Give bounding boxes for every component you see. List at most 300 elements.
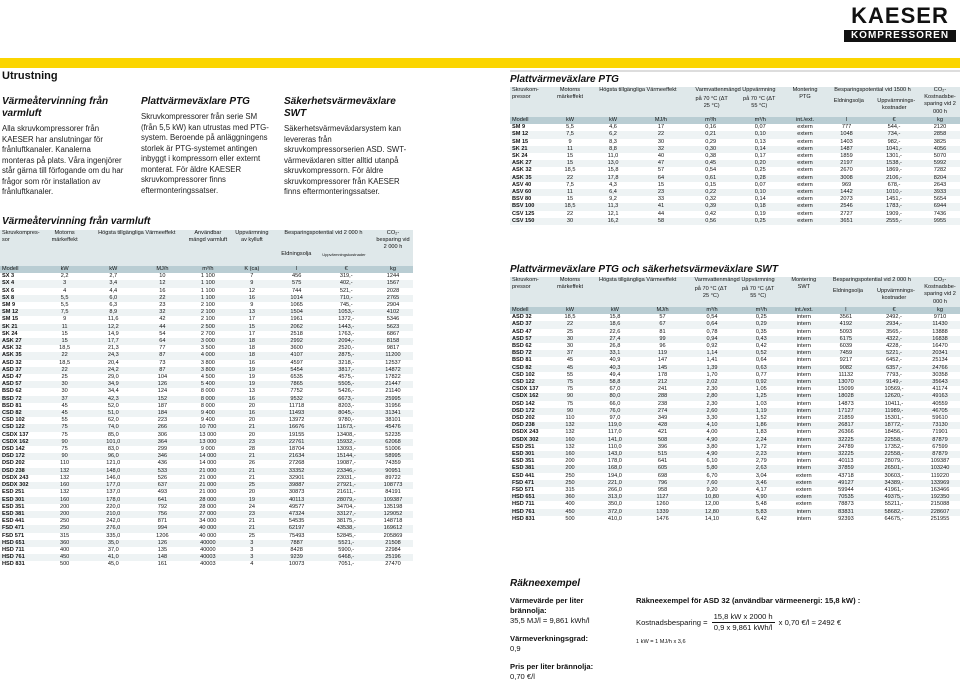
- value-cell: 25: [230, 482, 274, 489]
- table-row: [0, 345, 413, 352]
- table-row: [0, 446, 413, 453]
- value-cell: 3,4: [88, 280, 139, 287]
- value-cell: 15: [42, 331, 88, 338]
- value-cell: 40000: [186, 540, 230, 547]
- value-cell: intern: [784, 365, 824, 372]
- value-cell: 6452,-: [868, 357, 920, 364]
- value-cell: 30: [550, 336, 590, 343]
- value-cell: 21: [230, 475, 274, 482]
- value-cell: 49127: [824, 480, 868, 487]
- value-cell: 47: [636, 160, 686, 167]
- table-row: [0, 396, 413, 403]
- value-cell: 238: [640, 401, 686, 408]
- value-cell: 1127: [640, 494, 686, 501]
- model-cell: ASD 47: [0, 374, 42, 381]
- value-cell: 2727: [825, 211, 868, 218]
- table-row: [0, 309, 413, 316]
- value-cell: 44: [636, 211, 686, 218]
- value-cell: 21859: [824, 415, 868, 422]
- value-cell: 212: [640, 379, 686, 386]
- value-cell: intern: [784, 393, 824, 400]
- value-cell: 6,0: [88, 295, 139, 302]
- t1-head-heat: Högsta tillgängliga Värmeeffekt: [88, 230, 186, 266]
- model-cell: CSD 82: [0, 410, 42, 417]
- example-formula-title: Räkneexempel för ASD 32 (användbar värmeenergi: 15,8 kW) :: [636, 596, 861, 605]
- table-row: [0, 381, 413, 388]
- value-cell: 15: [550, 153, 590, 160]
- value-cell: 1010,-: [868, 189, 920, 196]
- t3-units-row: [510, 307, 960, 314]
- table-row: [510, 429, 960, 436]
- table-row: [510, 393, 960, 400]
- t2-head-model: Skruvkom-pressor: [510, 87, 550, 117]
- value-cell: 132: [550, 422, 590, 429]
- value-cell: 251955: [920, 516, 960, 523]
- value-cell: 13888: [920, 329, 960, 336]
- value-cell: 0,10: [735, 189, 785, 196]
- model-cell: HSD 761: [0, 554, 42, 561]
- model-cell: DSD 142: [510, 401, 550, 408]
- value-cell: 45: [550, 365, 590, 372]
- value-cell: 75: [42, 432, 88, 439]
- table-row: [0, 352, 413, 359]
- value-cell: 2643: [920, 182, 960, 189]
- value-cell: 1,14: [685, 350, 738, 357]
- value-cell: 22761: [274, 439, 320, 446]
- value-cell: extern: [785, 139, 825, 146]
- value-cell: 777: [825, 124, 868, 131]
- value-cell: 16: [139, 288, 186, 295]
- table-row: [0, 273, 413, 280]
- value-cell: extern: [784, 480, 824, 487]
- table-row: [0, 511, 413, 518]
- table-row: [0, 417, 413, 424]
- value-cell: 605: [640, 465, 686, 472]
- t3-head-water: Varmvattenmängd Uppvärmning: [694, 277, 775, 283]
- value-cell: 526: [139, 475, 186, 482]
- value-cell: 119: [640, 350, 686, 357]
- value-cell: 0,56: [686, 218, 736, 225]
- value-cell: 9,20: [685, 487, 738, 494]
- table-row: [510, 473, 960, 480]
- value-cell: 22: [550, 175, 590, 182]
- value-cell: 67599: [920, 444, 960, 451]
- model-cell: CSD 82: [510, 365, 550, 372]
- value-cell: 132: [550, 429, 590, 436]
- value-cell: 7282: [920, 167, 960, 174]
- value-cell: 70535: [824, 494, 868, 501]
- value-cell: 67,0: [590, 386, 640, 393]
- model-cell: DSD 172: [510, 408, 550, 415]
- t3-head-water-group: [685, 277, 784, 307]
- model-cell: ESD 351: [0, 504, 42, 511]
- value-cell: 43538,-: [319, 525, 373, 532]
- value-cell: 346: [139, 453, 186, 460]
- value-cell: 121,0: [88, 460, 139, 467]
- model-cell: CSV 150: [510, 218, 550, 225]
- value-cell: 4322,-: [868, 336, 920, 343]
- table-row: [0, 453, 413, 460]
- value-cell: 3: [230, 547, 274, 554]
- value-cell: 15: [550, 196, 590, 203]
- value-cell: 45476: [373, 424, 413, 431]
- table-row: [510, 329, 960, 336]
- value-cell: 2028: [373, 288, 413, 295]
- value-cell: 288: [640, 393, 686, 400]
- value-cell: 1783,-: [868, 203, 920, 210]
- model-cell: HSD 651: [510, 494, 550, 501]
- value-cell: 15144,-: [319, 453, 373, 460]
- value-cell: 18,5: [42, 360, 88, 367]
- value-cell: 200: [42, 504, 88, 511]
- table-row: [0, 302, 413, 309]
- value-cell: 90: [550, 393, 590, 400]
- value-cell: 97,0: [590, 415, 640, 422]
- value-cell: intern: [784, 458, 824, 465]
- value-cell: 744: [274, 288, 320, 295]
- model-cell: ESD 351: [510, 458, 550, 465]
- value-cell: 7: [230, 273, 274, 280]
- value-cell: 19: [230, 367, 274, 374]
- block-varmluft: [2, 96, 124, 198]
- value-cell: 99: [640, 336, 686, 343]
- value-cell: 40000: [186, 547, 230, 554]
- value-cell: 104: [139, 374, 186, 381]
- value-cell: intern: [784, 343, 824, 350]
- value-cell: extern: [785, 146, 825, 153]
- value-cell: 20,4: [88, 360, 139, 367]
- value-cell: 5,5: [550, 124, 590, 131]
- value-cell: 0,25: [735, 218, 785, 225]
- value-cell: intern: [784, 350, 824, 357]
- value-cell: 62068: [373, 439, 413, 446]
- value-cell: 54: [139, 331, 186, 338]
- model-cell: ESD 251: [0, 489, 42, 496]
- value-cell: 41: [636, 203, 686, 210]
- t1-head-uppv: Uppvärmningskostnader: [322, 252, 366, 258]
- value-cell: 132: [42, 489, 88, 496]
- value-cell: 55: [550, 372, 590, 379]
- value-cell: 5,83: [739, 509, 784, 516]
- value-cell: 27470: [373, 561, 413, 568]
- value-cell: 4: [42, 288, 88, 295]
- value-cell: 3651: [825, 218, 868, 225]
- value-cell: 508: [640, 437, 686, 444]
- value-cell: 148718: [373, 518, 413, 525]
- value-cell: 11200: [373, 352, 413, 359]
- t1-unit-5: K (ca): [230, 266, 274, 273]
- table-row: [0, 533, 413, 540]
- value-cell: 250: [42, 518, 88, 525]
- value-cell: 152: [139, 396, 186, 403]
- model-cell: HSD 831: [510, 516, 550, 523]
- value-cell: 4597: [274, 360, 320, 367]
- value-cell: 994: [139, 525, 186, 532]
- value-cell: 2858: [920, 131, 960, 138]
- value-cell: 17: [230, 316, 274, 323]
- t1-unit-1: kW: [42, 266, 88, 273]
- model-cell: ESD 251: [510, 444, 550, 451]
- t3-head-save-b: Uppvärmnings-kostnader: [876, 288, 915, 302]
- value-cell: 2492,-: [868, 314, 920, 321]
- value-cell: 319,-: [319, 273, 373, 280]
- model-cell: ESD 441: [0, 518, 42, 525]
- t2-units-row: [510, 117, 960, 124]
- value-cell: 57: [640, 314, 686, 321]
- value-cell: 17822: [373, 374, 413, 381]
- model-cell: BSV 80: [510, 196, 550, 203]
- example-inputs: [510, 596, 620, 682]
- t1-head-motor: Motorns märkeffekt: [42, 230, 88, 266]
- value-cell: 276,0: [88, 525, 139, 532]
- value-cell: 4,4: [88, 288, 139, 295]
- value-cell: 8,8: [590, 146, 636, 153]
- value-cell: 148,0: [88, 468, 139, 475]
- value-cell: 16: [230, 396, 274, 403]
- model-cell: SX 8: [0, 295, 42, 302]
- t2-unit-2: kW: [590, 117, 636, 124]
- model-cell: CSDX 162: [0, 439, 42, 446]
- value-cell: 44: [139, 324, 186, 331]
- value-cell: 428: [640, 422, 686, 429]
- model-cell: ESD 301: [0, 497, 42, 504]
- value-cell: 30: [550, 218, 590, 225]
- value-cell: intern: [784, 336, 824, 343]
- value-cell: extern: [785, 124, 825, 131]
- model-cell: ESD 441: [510, 473, 550, 480]
- table-row: [0, 331, 413, 338]
- t3-head-save-a: Eldningsolja: [832, 288, 863, 295]
- value-cell: 96,0: [88, 453, 139, 460]
- value-cell: 7,5: [550, 182, 590, 189]
- value-cell: 9082: [824, 365, 868, 372]
- value-cell: 4,90: [685, 437, 738, 444]
- model-cell: SK 24: [510, 153, 550, 160]
- model-cell: BSD 62: [0, 388, 42, 395]
- value-cell: 30873: [274, 489, 320, 496]
- example-label-heat: Värmevärde per liter brännolja:: [510, 596, 584, 615]
- example-value-eff: 0,9: [510, 644, 521, 653]
- value-cell: 315: [42, 533, 88, 540]
- table-row: [510, 153, 960, 160]
- value-cell: 2,79: [739, 458, 784, 465]
- model-cell: ASD 37: [510, 321, 550, 328]
- t3-unit-0: Modell: [510, 307, 550, 314]
- value-cell: 133969: [920, 480, 960, 487]
- value-cell: 10 700: [186, 424, 230, 431]
- value-cell: 14873: [824, 401, 868, 408]
- value-cell: 17127: [824, 408, 868, 415]
- value-cell: 137,0: [88, 489, 139, 496]
- yellow-rule-top: [0, 58, 960, 68]
- t1-unit-3: MJ/h: [139, 266, 186, 273]
- value-cell: 2062: [274, 324, 320, 331]
- t2-head-mount: Montering PTG: [785, 87, 825, 117]
- value-cell: 41961,-: [868, 487, 920, 494]
- value-cell: 1372,-: [319, 316, 373, 323]
- table-row: [0, 439, 413, 446]
- value-cell: 132: [42, 468, 88, 475]
- value-cell: 515: [640, 451, 686, 458]
- value-cell: 1567: [373, 280, 413, 287]
- value-cell: 0,21: [686, 131, 736, 138]
- value-cell: 64: [139, 338, 186, 345]
- value-cell: 14,10: [685, 516, 738, 523]
- value-cell: 117,0: [590, 429, 640, 436]
- t1-unit-0: Modell: [0, 266, 42, 273]
- value-cell: 22: [42, 352, 88, 359]
- value-cell: 13070: [824, 379, 868, 386]
- value-cell: 3 500: [186, 345, 230, 352]
- value-cell: 26817: [824, 422, 868, 429]
- value-cell: 18,5: [550, 167, 590, 174]
- table-row: [0, 338, 413, 345]
- value-cell: 40,9: [590, 357, 640, 364]
- value-cell: 1,05: [739, 386, 784, 393]
- t1-unit-4: m³/h: [186, 266, 230, 273]
- value-cell: 11,0: [590, 153, 636, 160]
- value-cell: 3: [230, 540, 274, 547]
- value-cell: 10073: [274, 561, 320, 568]
- value-cell: 220,0: [88, 504, 139, 511]
- model-cell: CSDX 137: [0, 432, 42, 439]
- value-cell: 982,-: [868, 139, 920, 146]
- value-cell: 75: [42, 446, 88, 453]
- value-cell: 37859: [824, 465, 868, 472]
- value-cell: 124: [139, 388, 186, 395]
- value-cell: 92393: [824, 516, 868, 523]
- value-cell: 20: [230, 403, 274, 410]
- formula-fraction: [712, 612, 775, 633]
- value-cell: 250: [550, 480, 590, 487]
- value-cell: 8 000: [186, 388, 230, 395]
- table-varmluft: [0, 230, 413, 569]
- value-cell: 0,38: [686, 153, 736, 160]
- value-cell: 15,8: [590, 167, 636, 174]
- value-cell: 6867: [373, 331, 413, 338]
- t3-head-mount: Montering SWT: [784, 277, 824, 307]
- value-cell: 64675,-: [868, 516, 920, 523]
- value-cell: 10569,-: [868, 386, 920, 393]
- model-cell: ASK 32: [510, 167, 550, 174]
- value-cell: 2,63: [739, 465, 784, 472]
- value-cell: 16: [230, 360, 274, 367]
- value-cell: 2,23: [739, 451, 784, 458]
- model-cell: FSD 471: [510, 480, 550, 487]
- value-cell: 87: [139, 367, 186, 374]
- value-cell: 228607: [920, 509, 960, 516]
- value-cell: 24,3: [88, 352, 139, 359]
- value-cell: 18772,-: [868, 422, 920, 429]
- value-cell: 161: [139, 561, 186, 568]
- value-cell: 23: [230, 511, 274, 518]
- example-value-heat: 35,5 MJ/l = 9,861 kWh/l: [510, 616, 590, 625]
- value-cell: 360: [42, 540, 88, 547]
- value-cell: 0,22: [686, 189, 736, 196]
- value-cell: 35,0: [88, 540, 139, 547]
- value-cell: 0,15: [686, 182, 736, 189]
- value-cell: intern: [784, 422, 824, 429]
- model-cell: SK 21: [510, 146, 550, 153]
- model-cell: SM 12: [0, 309, 42, 316]
- value-cell: 5,80: [685, 465, 738, 472]
- value-cell: 40113: [824, 458, 868, 465]
- value-cell: intern: [784, 509, 824, 516]
- t3-unit-5: m³/h: [739, 307, 784, 314]
- value-cell: 521,-: [319, 288, 373, 295]
- value-cell: 15099: [824, 386, 868, 393]
- value-cell: 0,07: [735, 124, 785, 131]
- value-cell: 250: [550, 473, 590, 480]
- value-cell: 22: [636, 131, 686, 138]
- value-cell: 205869: [373, 533, 413, 540]
- value-cell: 0,61: [686, 175, 736, 182]
- table-row: [510, 480, 960, 487]
- value-cell: 3600: [274, 345, 320, 352]
- value-cell: 75: [550, 401, 590, 408]
- value-cell: 4192: [824, 321, 868, 328]
- value-cell: 51006: [373, 446, 413, 453]
- value-cell: 33127,-: [319, 511, 373, 518]
- value-cell: 37,0: [88, 547, 139, 554]
- value-cell: 83,0: [88, 446, 139, 453]
- value-cell: 0,32: [686, 196, 736, 203]
- t2-unit-6: int./ext.: [785, 117, 825, 124]
- value-cell: 11493: [274, 410, 320, 417]
- model-cell: FSD 571: [0, 533, 42, 540]
- value-cell: 3565,-: [868, 329, 920, 336]
- value-cell: 12620,-: [868, 393, 920, 400]
- t1-unit-6: l: [274, 266, 320, 273]
- value-cell: 85,0: [88, 432, 139, 439]
- model-cell: SK 24: [0, 331, 42, 338]
- value-cell: 266: [139, 424, 186, 431]
- model-cell: DSD 202: [510, 415, 550, 422]
- value-cell: 9 400: [186, 417, 230, 424]
- value-cell: intern: [784, 408, 824, 415]
- table2-title: Plattvärmeväxlare PTG: [510, 74, 619, 85]
- value-cell: 90951: [373, 468, 413, 475]
- value-cell: 90: [42, 439, 88, 446]
- model-cell: ESD 381: [0, 511, 42, 518]
- value-cell: 141,0: [590, 437, 640, 444]
- model-cell: BSV 100: [510, 203, 550, 210]
- value-cell: 200: [550, 458, 590, 465]
- value-cell: 9: [230, 302, 274, 309]
- value-cell: 15: [42, 338, 88, 345]
- value-cell: 0,35: [739, 329, 784, 336]
- value-cell: 187: [139, 403, 186, 410]
- table-row: [0, 424, 413, 431]
- t2-head-heat: Högsta tillgängliga Värmeeffekt: [590, 87, 686, 117]
- value-cell: 0,64: [685, 321, 738, 328]
- value-cell: 11,3: [590, 203, 636, 210]
- logo-wordmark: KAESER: [851, 3, 949, 28]
- value-cell: 8045,-: [319, 410, 373, 417]
- value-cell: 26: [230, 460, 274, 467]
- value-cell: 17352,-: [868, 444, 920, 451]
- value-cell: 7793,-: [868, 372, 920, 379]
- value-cell: 3 000: [186, 338, 230, 345]
- value-cell: 6673,-: [319, 396, 373, 403]
- value-cell: 96: [640, 343, 686, 350]
- block-ptg-text: Skruvkompressorer från serie SM (från 5,5 kW) kan utrustas med PTG-system. Beroende på anläggningens storlek är PTG-systemet antingen inbyggt i kompressorn eller externt monterat. För äldre KAESER skruvkompressorer finns eftermonteringssatser.: [141, 112, 269, 195]
- table-row: [0, 295, 413, 302]
- t3-head-motor: Motorns märkeffekt: [550, 277, 590, 307]
- value-cell: 18456,-: [868, 429, 920, 436]
- model-cell: SK 21: [0, 324, 42, 331]
- table-row: [510, 422, 960, 429]
